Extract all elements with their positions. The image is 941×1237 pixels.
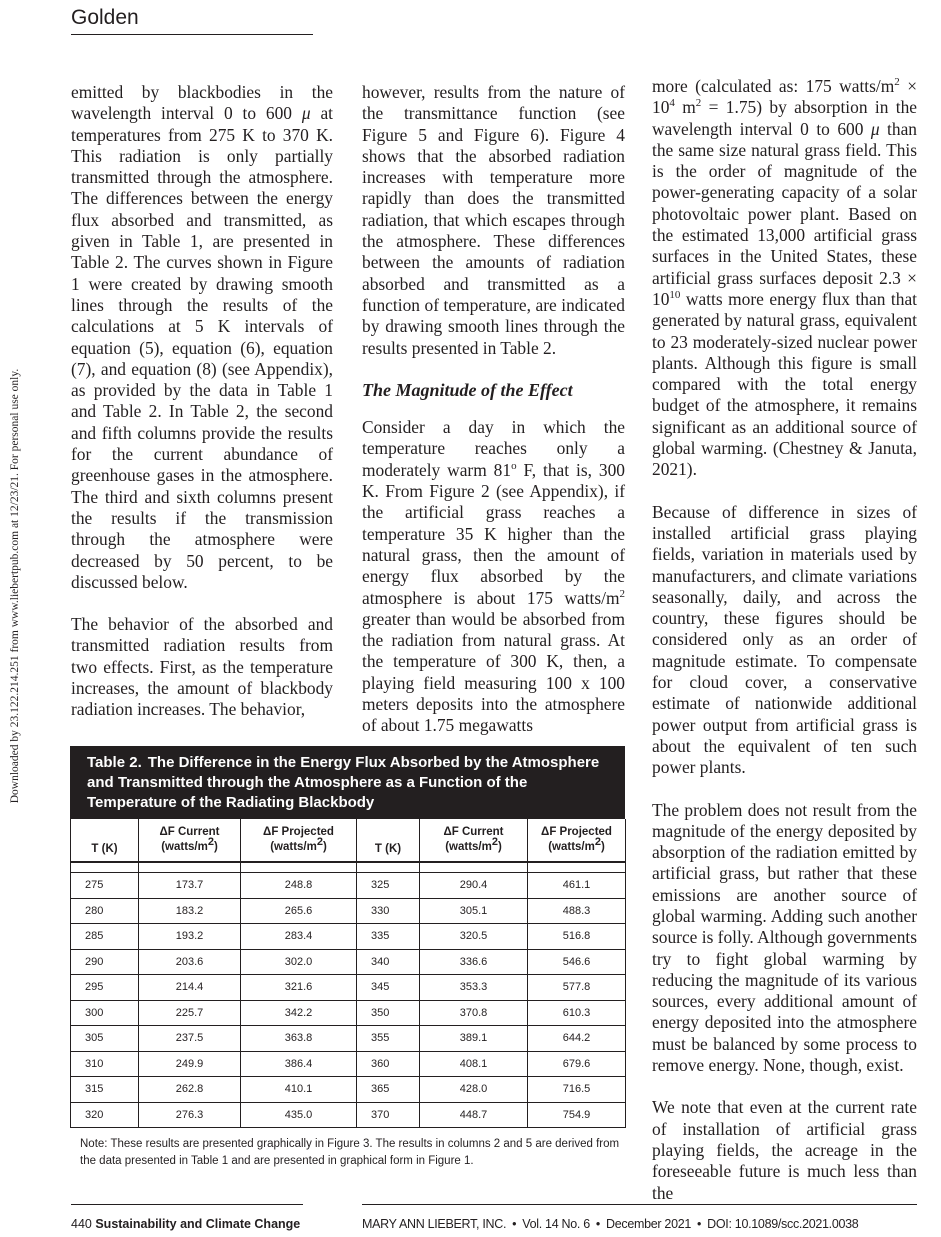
table-cell: 370 (357, 1102, 420, 1128)
table-cell: 183.2 (139, 898, 241, 924)
table-row (71, 1102, 626, 1128)
download-watermark: Downloaded by 23.122.214.251 from www.liebertpub.com at 12/23/21. For personal use only. (9, 368, 21, 804)
table-cell: 363.8 (241, 1026, 357, 1052)
table-cell: 336.6 (420, 949, 528, 975)
publisher: MARY ANN LIEBERT, INC. (362, 1217, 507, 1231)
footer-rule (362, 1204, 917, 1205)
table-row (71, 873, 626, 899)
table-cell: 345 (357, 975, 420, 1001)
table-cell: 248.8 (241, 873, 357, 899)
table-row (71, 924, 626, 950)
paragraph: emitted by blackbodies in the wavelength interval 0 to 600 μ at temperatures from 275 K to 370 K. This radiation is only partially transmitted through the atmosphere. The differences between the energy flux absorbed and transmitted, as given in Table 1, are presented in Table 2. The curves shown in Figure 1 were created by drawing smooth lines through the results of the calculations at 5 K intervals of equation (5), equation (6), equation (7), and equation (8) (see Appendix), as provided by the data in Table 1 and Table 2. In Table 2, the second and fifth columns provide the results for the current abundance of greenhouse gases in the atmosphere. The third and sixth columns present the results if the transmission through the atmosphere were decreased by 50 percent, to be discussed below. (71, 82, 333, 592)
table-cell: 237.5 (139, 1026, 241, 1052)
table-row (71, 1000, 626, 1026)
table-cell: 365 (357, 1077, 420, 1103)
text-column-1 (71, 82, 333, 742)
table-cell: 360 (357, 1051, 420, 1077)
volume: Vol. 14 No. 6 (522, 1217, 590, 1231)
column-header-t: T (K) (71, 819, 139, 862)
table-cell: 193.2 (139, 924, 241, 950)
column-header-current: ΔF Current $(watts/m^2)$ (420, 819, 528, 862)
table-cell: 315 (71, 1077, 139, 1103)
table-cell: 290.4 (420, 873, 528, 899)
footer-journal (71, 1217, 300, 1231)
column-header-current: ΔF Current $(watts/m^2)$ (139, 819, 241, 862)
table-cell: 275 (71, 873, 139, 899)
table-row (71, 949, 626, 975)
paragraph: The behavior of the absorbed and transmitted radiation results from two effects. First, as the temperature increases, the amount of blackbody radiation increases. The behavior, (71, 614, 333, 720)
table-title: Table 2. The Difference in the Energy Flux Absorbed by the Atmosphere and Transmitted through the Atmosphere as a Function of the Temperature of the Radiating Blackbody (70, 746, 625, 819)
table-cell: 321.6 (241, 975, 357, 1001)
table-cell: 330 (357, 898, 420, 924)
header-rule (71, 34, 313, 35)
table-cell: 355 (357, 1026, 420, 1052)
table-cell: 386.4 (241, 1051, 357, 1077)
table-cell: 342.2 (241, 1000, 357, 1026)
paragraph: however, results from the nature of the transmittance function (see Figure 5 and Figure 6). Figure 4 shows that the absorbed radiation increases with temperature more rapidly than does the transmitted radiation, that which escapes through the atmosphere. These differences between the amounts of radiation absorbed and transmitted as a function of temperature, are indicated by drawing smooth lines through the results presented in Table 2. (362, 82, 625, 358)
table-row (71, 898, 626, 924)
journal-name: Sustainability and Climate Change (95, 1217, 301, 1231)
table-note: Note: These results are presented graphically in Figure 3. The results in columns 2 and 5 are derived from the data presented in Table 1 and are presented in graphical form in Figure 1. (80, 1138, 620, 1167)
table-cell: 305.1 (420, 898, 528, 924)
table-cell: 290 (71, 949, 139, 975)
page-number: 440 (71, 1217, 92, 1231)
table-cell: 265.6 (241, 898, 357, 924)
column-header-t: T (K) (357, 819, 420, 862)
paragraph: Consider a day in which the temperature reaches only a moderately warm 81$^o$ F, that is, 300 K. From Figure 2 (see Appendix), if the artificial grass reaches a temperature 35 K higher than the natural grass, then the amount of energy flux absorbed by the atmosphere is about 175 watts/$m^2$ greater than would be absorbed from the radiation from natural grass. At the temperature of 300 K, then, a playing field measuring 100 x 100 meters deposits into the atmosphere of about 1.75 megawatts (362, 417, 625, 736)
data-table (70, 819, 626, 1128)
table-cell: 488.3 (528, 898, 626, 924)
table-cell: 305 (71, 1026, 139, 1052)
table-cell: 435.0 (241, 1102, 357, 1128)
table-cell: 283.4 (241, 924, 357, 950)
table-cell: 679.6 (528, 1051, 626, 1077)
table-cell: 276.3 (139, 1102, 241, 1128)
paragraph: We note that even at the current rate of installation of artificial grass playing fields, the acreage in the foreseeable future is much less than the (652, 1097, 917, 1203)
footer-citation: MARY ANN LIEBERT, INC. • Vol. 14 No. 6 • December 2021 • DOI: 10.1089/scc.2021.0038 (362, 1217, 859, 1231)
issue-date: December 2021 (606, 1217, 692, 1231)
footer-rule (71, 1204, 303, 1205)
paragraph: The problem does not result from the magnitude of the energy deposited by absorption of the radiation emitted by artificial grass, but rather that these emissions are another source of global warming. Adding such another source is folly. Although governments try to fight global warming by reducing the magnitude of its various sources, every additional amount of energy deposited into the atmosphere must be balanced by some process to remove energy. None, though, exist. (652, 799, 918, 1076)
table-cell: 340 (357, 949, 420, 975)
table-cell: 325 (357, 873, 420, 899)
table-cell: 335 (357, 924, 420, 950)
table-cell: 350 (357, 1000, 420, 1026)
table-cell: 610.3 (528, 1000, 626, 1026)
table-header-row (71, 819, 626, 862)
paragraph: more (calculated as: 175 watts/$m^2 \times 10^4$ $m^2 = 1.75$) by absorption in the wavelength interval 0 to 600 μ than the same size natural grass field. This is the order of magnitude of the power-generating capacity of a solar photovoltaic power plant. Based on the estimated 13,000 artificial grass surfaces in the United States, these artificial grass surfaces deposit $2.3 \times 10^{10}$ watts more energy flux than that generated by natural grass, equivalent to 23 moderately-sized nuclear power plants. Although this figure is small compared with the total energy budget of the atmosphere, it remains significant as an additional source of global warming. (Chestney & Januta, 2021). (652, 76, 918, 480)
table-cell: 262.8 (139, 1077, 241, 1103)
table-row (71, 975, 626, 1001)
table-cell: 410.1 (241, 1077, 357, 1103)
table-cell: 285 (71, 924, 139, 950)
running-head: Golden (71, 6, 139, 29)
table-cell: 302.0 (241, 949, 357, 975)
table-cell: 300 (71, 1000, 139, 1026)
table-cell: 389.1 (420, 1026, 528, 1052)
table-cell: 644.2 (528, 1026, 626, 1052)
table-cell: 320 (71, 1102, 139, 1128)
table-cell: 249.9 (139, 1051, 241, 1077)
section-heading: The Magnitude of the Effect (362, 379, 573, 400)
table-cell: 516.8 (528, 924, 626, 950)
column-header-projected: ΔF Projected $(watts/m^2)$ (241, 819, 357, 862)
table-cell: 716.5 (528, 1077, 626, 1103)
text-column-3 (652, 76, 917, 1225)
table-cell: 577.8 (528, 975, 626, 1001)
paragraph: Because of difference in sizes of installed artificial grass playing fields, variation in materials used by manufacturers, and climate variations seasonally, daily, and across the country, these figures should be considered only as an order of magnitude estimate. To compensate for cloud cover, a conservative estimate of nationwide additional power output from artificial grass is about the equivalent of ten such power plants. (652, 501, 917, 778)
table-cell: 320.5 (420, 924, 528, 950)
table-cell: 754.9 (528, 1102, 626, 1128)
table-cell: 370.8 (420, 1000, 528, 1026)
doi: DOI: 10.1089/scc.2021.0038 (707, 1217, 859, 1231)
table-cell: 280 (71, 898, 139, 924)
table-row (71, 1077, 626, 1103)
table-cell: 310 (71, 1051, 139, 1077)
table-2 (70, 746, 625, 1170)
table-cell: 408.1 (420, 1051, 528, 1077)
table-cell: 203.6 (139, 949, 241, 975)
column-header-projected: ΔF Projected $(watts/m^2)$ (528, 819, 626, 862)
table-cell: 295 (71, 975, 139, 1001)
table-cell: 225.7 (139, 1000, 241, 1026)
table-cell: 448.7 (420, 1102, 528, 1128)
table-cell: 214.4 (139, 975, 241, 1001)
table-cell: 461.1 (528, 873, 626, 899)
table-row (71, 1026, 626, 1052)
table-cell: 546.6 (528, 949, 626, 975)
table-cell: 353.3 (420, 975, 528, 1001)
table-cell: 173.7 (139, 873, 241, 899)
text-column-2 (362, 82, 625, 758)
table-cell: 428.0 (420, 1077, 528, 1103)
table-row (71, 1051, 626, 1077)
